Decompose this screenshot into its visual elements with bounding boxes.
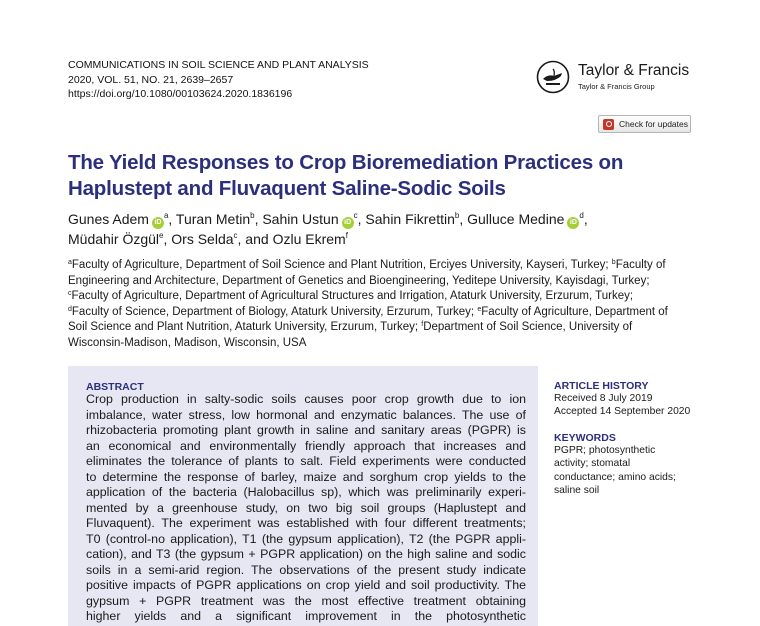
author-name[interactable]: Ozlu Ekrem [272,231,346,247]
orcid-icon[interactable]: iD [152,217,164,229]
abstract-line: cation), and T3 (the gypsum + PGPR application) on the high saline and sodic [86,547,526,561]
author-affil: b [250,211,255,220]
affil-marker: d [68,305,72,313]
author-sep: , [583,211,588,227]
author-affil: d [579,211,584,220]
abstract-line: an economical and environmentally friendly approach that increases and [86,438,526,453]
affiliation-line: Engineering and Architecture, Department of Genetics and Bioengineering, Yeditepe University, Kayisdagi, Turkey; [68,274,650,287]
abstract-line: T0 (control-no application), T1 (the gypsum application), T2 (the PGPR appli- [86,531,526,546]
abstract-line: positive impacts of PGPR applications on crop yield and soil productivity. The [86,578,526,592]
journal-info [68,58,369,102]
author-name[interactable]: Ors Selda [171,231,234,247]
author-sep: , [254,211,263,227]
affiliations [68,258,708,352]
author-affil: a [163,211,169,220]
affil-text: Department of Soil Science, University of [423,321,633,334]
abstract-text [86,392,526,625]
abstract-heading: ABSTRACT [86,381,144,393]
author-sep: , [163,231,172,247]
author-name[interactable]: Sahin Fikrettin [365,211,455,227]
journal-name: COMMUNICATIONS IN SOIL SCIENCE AND PLANT ANALYSIS [68,59,369,71]
author-name[interactable]: Müdahir Özgül [68,231,160,247]
title-line-1: The Yield Responses to Crop Bioremediation Practices on [68,151,624,174]
affiliation-line [68,258,708,274]
author-line-1 [68,209,708,229]
author-sep: , and [237,231,273,247]
abstract-line: gypsum + PGPR treatment was the most effective treatment obtaining [86,593,526,608]
publisher-group: Taylor & Francis Group [578,82,655,91]
affil-text: Faculty of [615,259,666,271]
abstract-line: application of the bacteria (Halobacillus sp), which was preliminarily experi- [86,485,526,499]
affil-marker: f [421,321,424,329]
author-name[interactable]: Gulluce Medine [467,211,565,227]
abstract-line: higher yields and a significant improvement in the photosynthetic [86,609,526,623]
author-affil: c [353,211,358,220]
author-sep: , [459,211,468,227]
orcid-icon[interactable]: iD [342,217,354,229]
keywords-line: PGPR; photosynthetic [554,445,656,456]
abstract-line: imbalance, water stress, low hormonal and enzymatic balances. The use of [86,407,526,422]
check-for-updates-button[interactable] [598,115,691,133]
journal-citation: 2020, VOL. 51, NO. 21, 2639–2657 [68,73,234,86]
received-date: Received 8 July 2019 [554,393,653,404]
article-history [554,380,704,419]
affiliation-line: Wisconsin-Madison, Madison, Wisconsin, USA [68,336,307,349]
author-affil: f [345,231,348,240]
author-affil: e [159,231,164,240]
abstract-box [68,366,538,626]
affil-marker: c [68,290,72,298]
keywords [554,432,704,497]
affil-text: Faculty of Agriculture, Department of Agricultural Structures and Irrigation, Ataturk University, Erzurum, Turkey; [71,290,634,303]
abstract-line: eliminates the tolerance of plants to salt. Field experiments were conducted [86,454,526,468]
keywords-heading: KEYWORDS [554,432,616,444]
article-title [68,150,688,202]
keywords-line: saline soil [554,484,600,496]
affil-text: Faculty of Science, Department of Biology, Ataturk University, Erzurum, Turkey; [71,305,478,318]
author-affil: c [233,231,238,240]
orcid-icon[interactable]: iD [567,217,579,229]
author-sep: , [357,211,366,227]
author-name[interactable]: Turan Metin [175,211,251,227]
author-list [68,209,708,249]
affil-marker: e [477,305,482,313]
crossmark-icon [603,119,614,130]
affil-marker: a [68,259,72,266]
lamp-icon [536,60,570,94]
check-for-updates-label: Check for updates [619,119,688,129]
affil-marker: b [611,259,616,266]
author-name[interactable]: Gunes Adem [68,211,149,227]
article-history-dates [554,392,704,419]
author-line-2 [68,229,708,249]
keywords-line: conductance; amino acids; [554,471,676,483]
author-sep: , [168,211,176,227]
affil-text: Faculty of Agriculture, Department of Soil Science and Plant Nutrition, Erciyes University, Kayseri, Turkey; [71,259,612,271]
abstract-line: Crop production in salty-sodic soils causes poor crop growth due to ion [86,392,526,406]
publisher-logo [536,58,696,98]
abstract-line: soils in a semi-arid region. The observations of the present study indicate [86,562,526,577]
abstract-line: rhizobacteria promoting plant growth in saline and sanitary areas (PGPR) is [86,423,526,437]
publisher-name: Taylor & Francis [578,62,690,79]
affiliation-line [68,320,708,336]
keywords-list [554,444,704,497]
doi-link[interactable]: https://doi.org/10.1080/00103624.2020.1836196 [68,88,293,100]
accepted-date: Accepted 14 September 2020 [554,406,691,418]
affiliation-line [68,289,708,305]
author-affil: b [454,211,460,220]
affiliation-line [68,305,708,321]
keywords-line: activity; stomatal [554,458,631,470]
affil-text: Soil Science and Plant Nutrition, Ataturk University, Erzurum, Turkey; [68,321,422,334]
affil-text: Faculty of Agriculture, Department of [481,305,668,318]
article-history-heading: ARTICLE HISTORY [554,380,649,392]
abstract-line: to determine the response of barley, maize and sorghum crop yields to the [86,469,526,484]
abstract-line: Fluvaquent). The experiment was established with four different treatments; [86,516,526,530]
abstract-line: mented by a greenhouse study, on two big soil groups (Haplustept and [86,500,526,515]
title-line-2: Haplustept and Fluvaquent Saline-Sodic Soils [68,177,506,200]
author-name[interactable]: Sahin Ustun [262,211,339,227]
